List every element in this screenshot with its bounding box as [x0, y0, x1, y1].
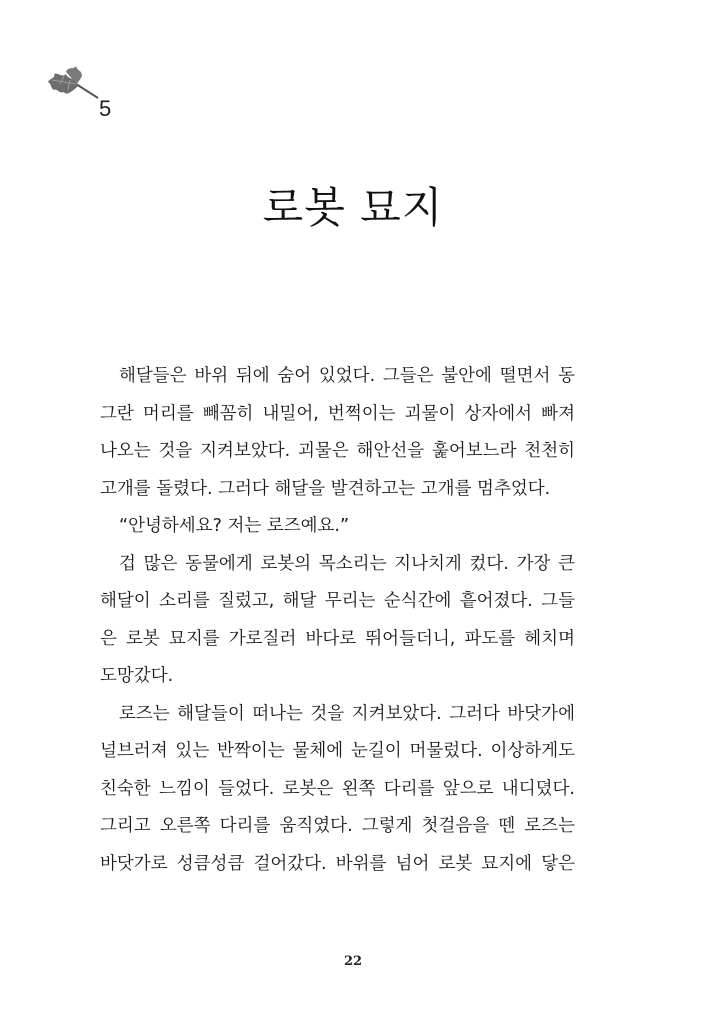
- text-line: “안녕하세요? 저는 로즈예요.”: [119, 516, 350, 536]
- text-line: 도망갔다.: [100, 666, 174, 686]
- body-text: [100, 358, 575, 883]
- oak-leaf-icon: [46, 62, 102, 102]
- chapter-number: 5: [99, 96, 112, 121]
- page-number: 22: [343, 954, 363, 969]
- text-line: 나오는 것을 지켜보았다. 괴물은 해안선을 훑어보느라 천천히: [100, 441, 575, 461]
- chapter-title: 로봇 묘지: [262, 183, 444, 232]
- text-line: 은 로봇 묘지를 가로질러 바다로 뛰어들더니, 파도를 헤치며: [100, 628, 575, 649]
- text-line: 친숙한 느낌이 들었다. 로봇은 왼쪽 다리를 앞으로 내디뎠다.: [100, 778, 575, 799]
- text-line: 고개를 돌렸다. 그러다 해달을 발견하고는 고개를 멈추었다.: [100, 478, 551, 499]
- text-line: 널브러져 있는 반짝이는 물체에 눈길이 머물렀다. 이상하게도: [100, 741, 575, 761]
- text-line: 그리고 오른쪽 다리를 움직였다. 그렇게 첫걸음을 뗀 로즈는: [100, 816, 575, 836]
- text-line: 바닷가로 성큼성큼 걸어갔다. 바위를 넘어 로봇 묘지에 닿은: [100, 853, 575, 874]
- text-line: 그란 머리를 빼꼼히 내밀어, 번쩍이는 괴물이 상자에서 빠져: [100, 403, 575, 424]
- text-line: 로즈는 해달들이 떠나는 것을 지켜보았다. 그러다 바닷가에: [119, 703, 575, 724]
- text-line: 해달들은 바위 뒤에 숨어 있었다. 그들은 불안에 떨면서 동: [119, 366, 575, 386]
- text-line: 겁 많은 동물에게 로봇의 목소리는 지나치게 컸다. 가장 큰: [119, 553, 575, 574]
- text-line: 해달이 소리를 질렀고, 해달 무리는 순식간에 흩어졌다. 그들: [100, 591, 575, 611]
